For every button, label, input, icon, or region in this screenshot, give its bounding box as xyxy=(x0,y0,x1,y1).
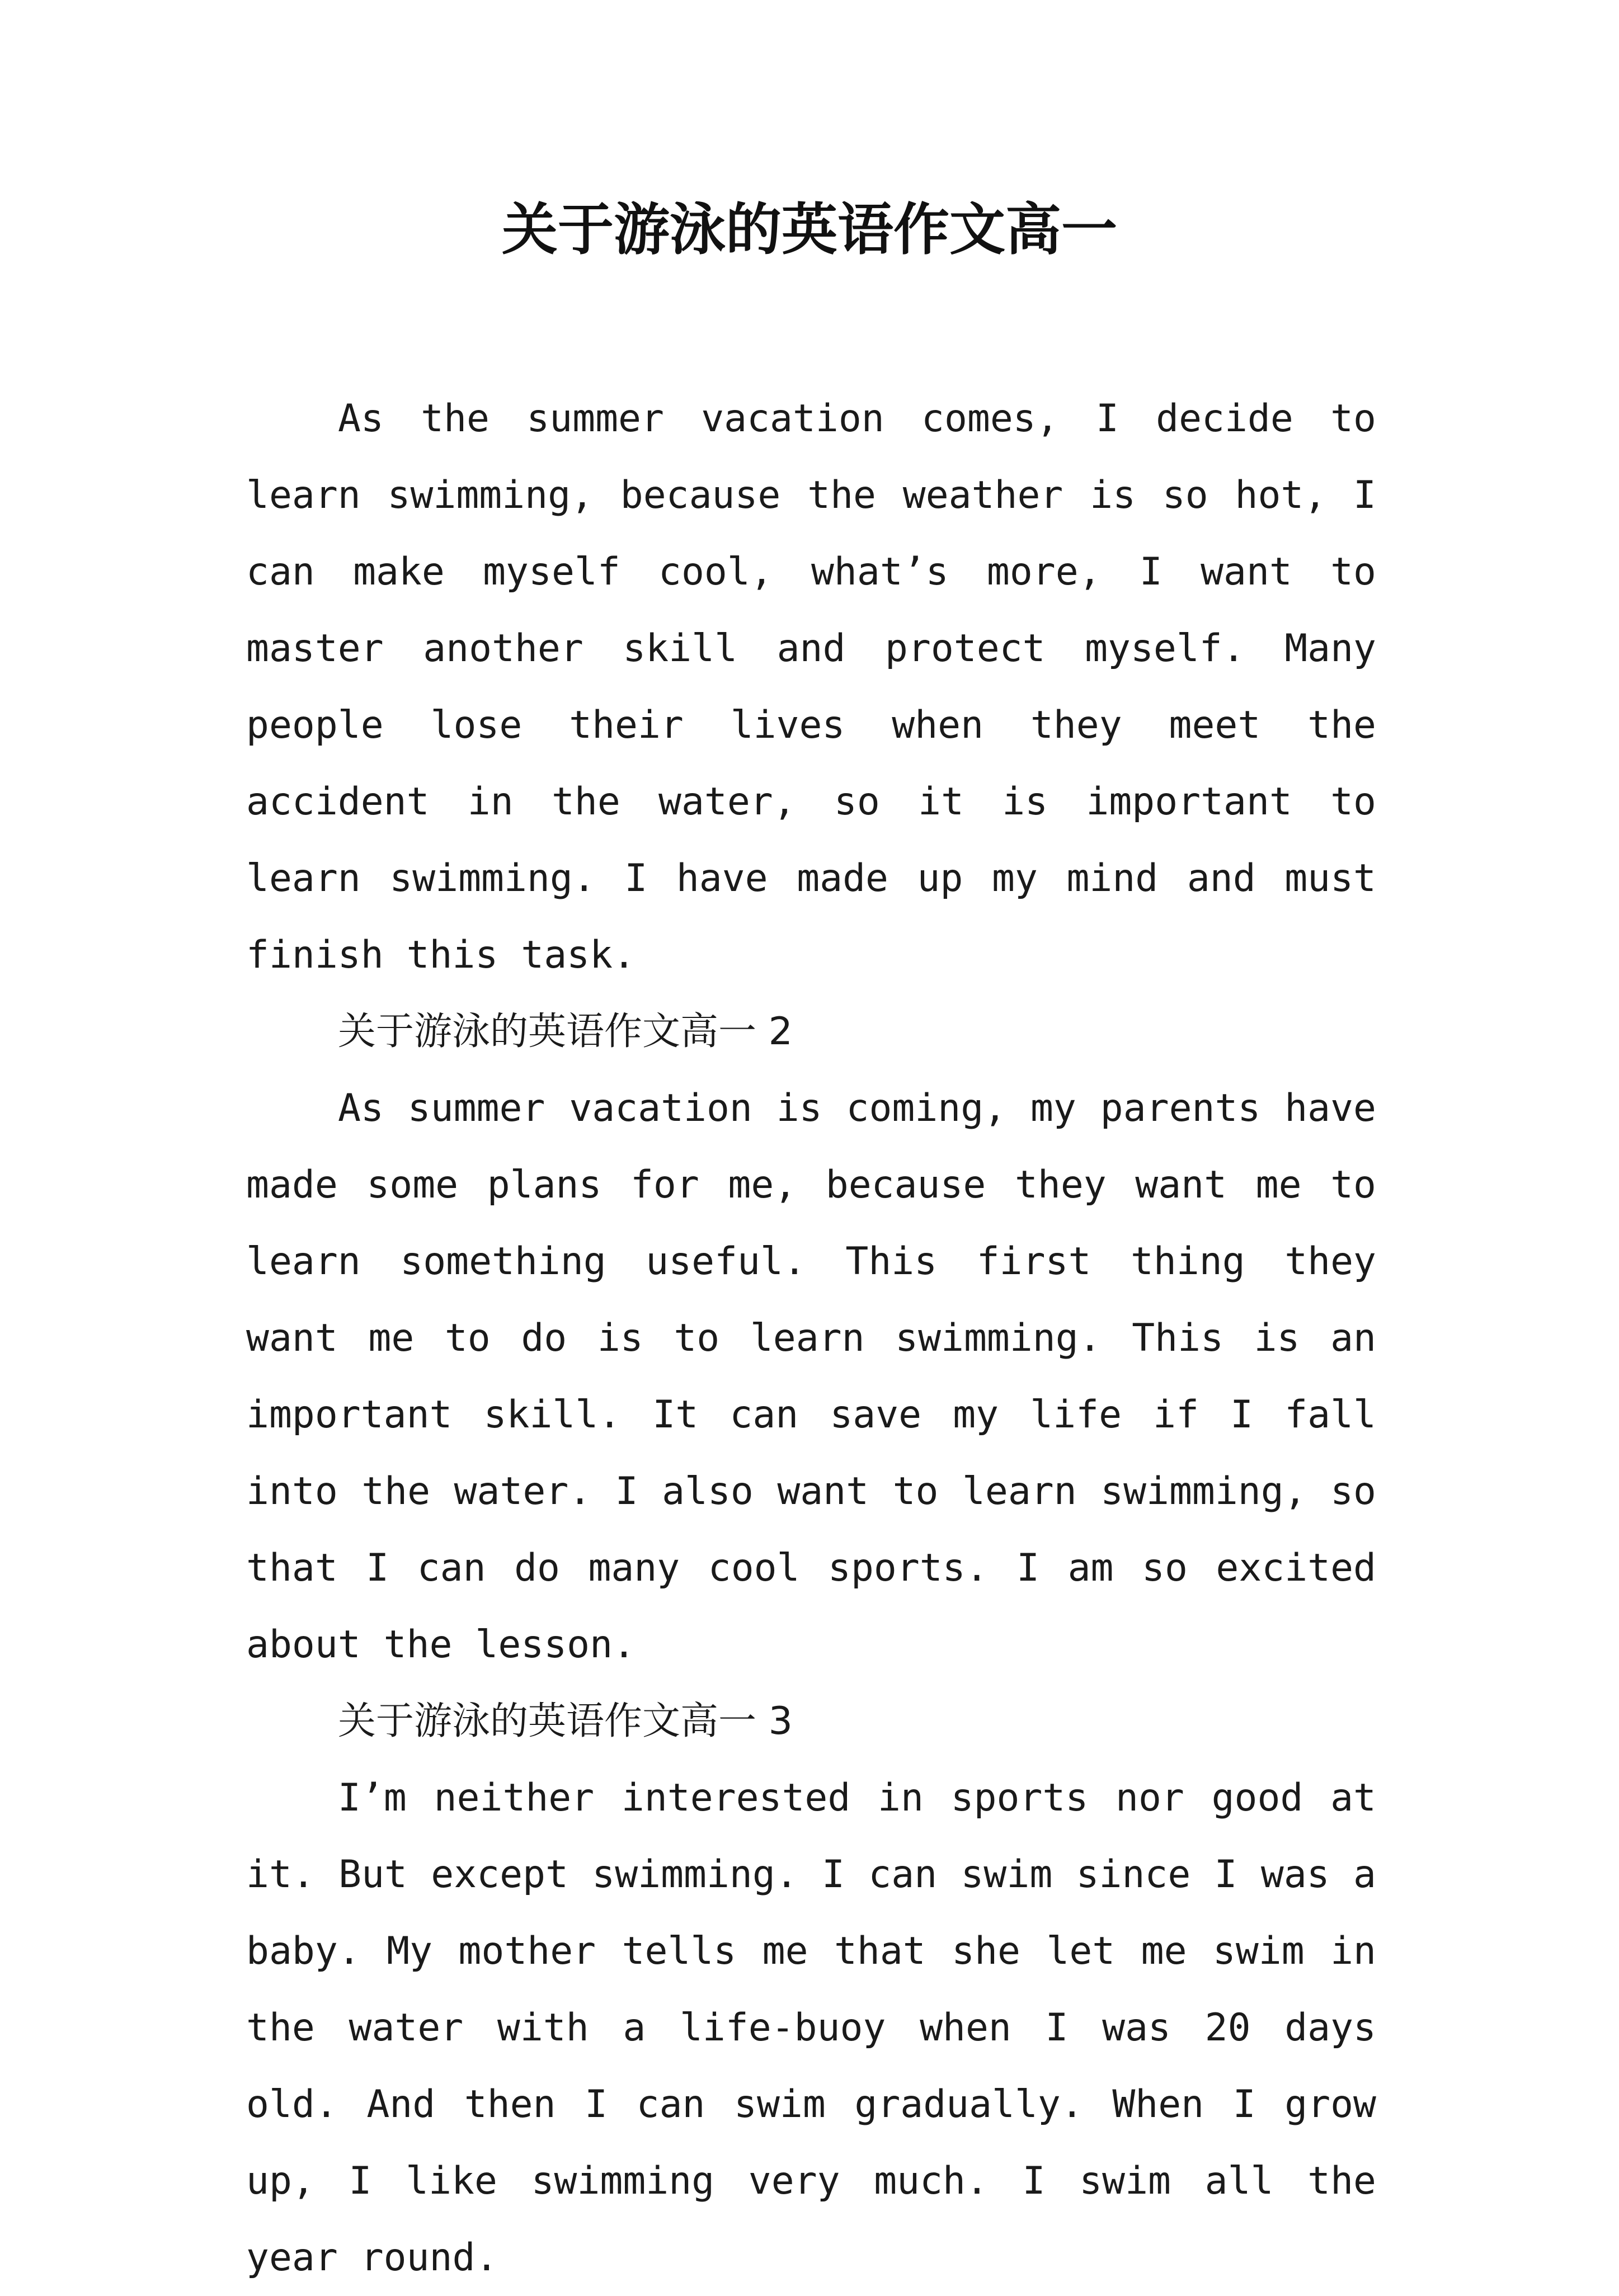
essay-paragraph-1: As the summer vacation comes, I decide to learn swimming, because the weather is so hot, I can make myself cool, what’s more, I want to master another skill and protect myself. Many people lose their lives when they meet the accident in the water, so it is important to learn swimming. I have made up my mind and must finish this task. xyxy=(246,397,1376,977)
essay-paragraph-3: I’m neither interested in sports nor good at it. But except swimming. I can swim since I was a baby. My mother tells me that she let me swim in the water with a life-buoy when I was 20 days old. And then I can swim gradually. When I grow up, I like swimming very much. I swim all the year round. xyxy=(246,1776,1376,2280)
essay-paragraph-2: As summer vacation is coming, my parents have made some plans for me, because they want me to learn something useful. This first thing they want me to do is to learn swimming. This is an important skill. It can save my life if I fall into the water. I also want to learn swimming, so that I can do many cool sports. I am so excited about the lesson. xyxy=(246,1086,1376,1667)
section-heading-2: 关于游泳的英语作文高一 2 xyxy=(338,1010,793,1054)
document-body xyxy=(246,380,1376,2296)
section-heading-3: 关于游泳的英语作文高一 3 xyxy=(338,1699,793,1743)
page-title: 关于游泳的英语作文高一 xyxy=(502,196,1117,262)
